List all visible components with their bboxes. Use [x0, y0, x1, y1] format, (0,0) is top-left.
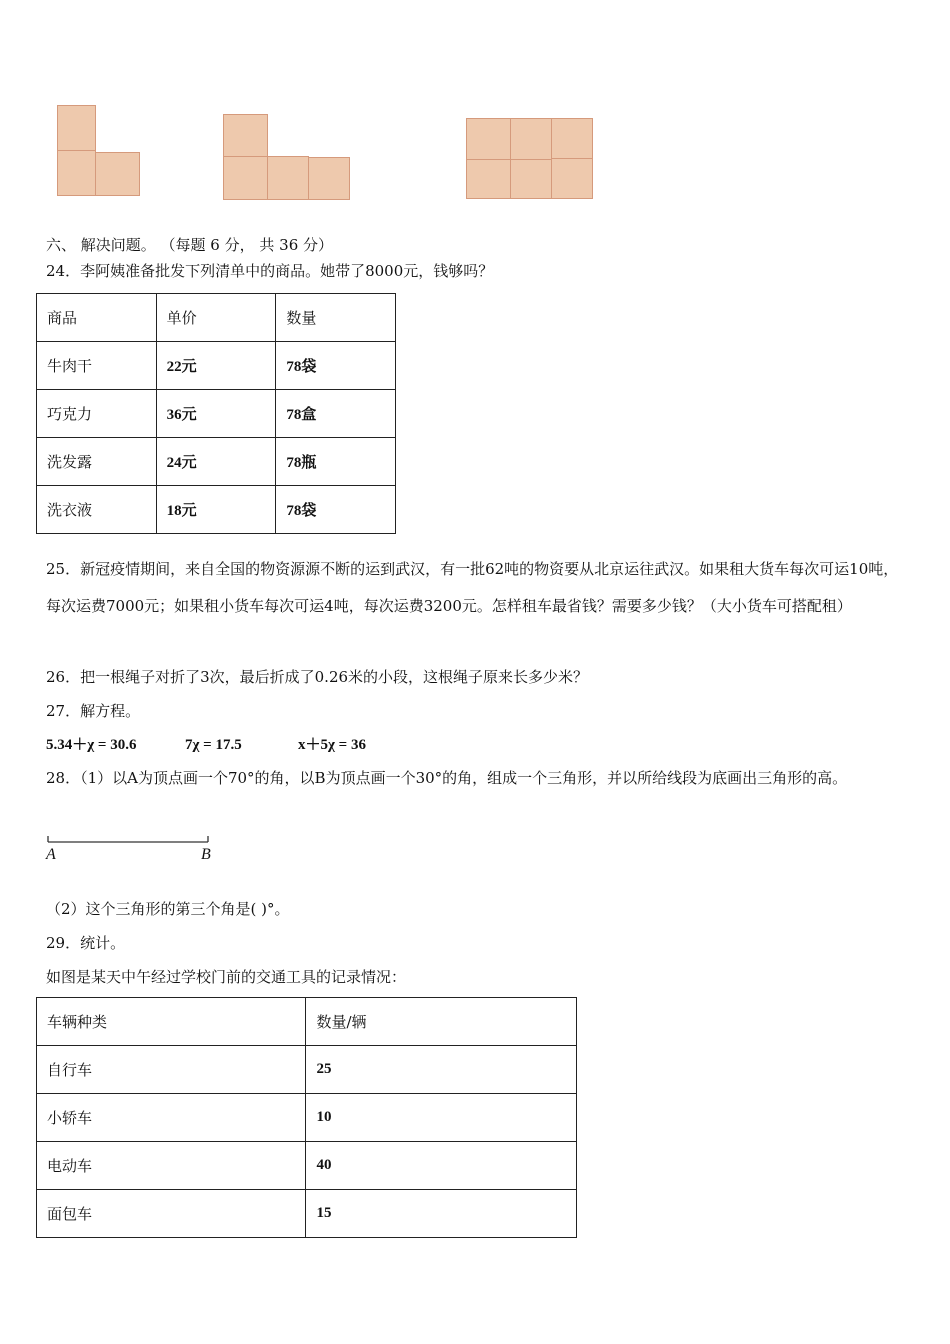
figure-3-square — [551, 118, 593, 160]
figure-2-square — [223, 114, 268, 157]
table-header-row — [37, 294, 396, 342]
equation-2: 7χ = 17.5 — [185, 737, 242, 753]
figure-2-square — [267, 156, 309, 200]
question-27-text: 27．解方程。 — [46, 702, 141, 720]
figure-1-square — [57, 105, 96, 151]
table-cell: 25 — [306, 1046, 577, 1094]
table-cell: 洗衣液 — [37, 486, 157, 534]
point-b-label: B — [201, 846, 211, 863]
question-25-text: 25．新冠疫情期间，来自全国的物资源源不断的运到武汉，有一批62吨的物资要从北京运往武汉。如果租大货车每次可运10吨，每次运费7000元；如果租小货车每次可运4吨，每次运费3200元。怎样租车最省钱？需要多少钱？（大小货车可搭配租） — [46, 560, 899, 615]
table-cell: 78袋 — [276, 486, 396, 534]
question-26-text: 26．把一根绳子对折了3次，最后折成了0.26米的小段，这根绳子原来长多少米？ — [46, 668, 589, 686]
table-cell: 电动车 — [37, 1142, 306, 1190]
table-cell: 洗发露 — [37, 438, 157, 486]
table-cell: 小轿车 — [37, 1094, 306, 1142]
table-header-cell: 单价 — [156, 294, 276, 342]
point-a-label: A — [46, 846, 56, 863]
table-cell: 22元 — [156, 342, 276, 390]
question-24-text: 24．李阿姨准备批发下列清单中的商品。她带了8000元，钱够吗？ — [46, 262, 494, 280]
table-cell: 18元 — [156, 486, 276, 534]
figure-1-square — [95, 152, 140, 196]
table-cell: 36元 — [156, 390, 276, 438]
table-header-cell: 商品 — [37, 294, 157, 342]
figure-2-square — [308, 157, 350, 200]
vehicle-table — [36, 997, 577, 1238]
table-row — [37, 1142, 577, 1190]
table-header-cell: 数量 — [276, 294, 396, 342]
table-row — [37, 1094, 577, 1142]
section-heading: 六、 解决问题。 （每题 6 分， 共 36 分） — [46, 236, 334, 254]
table-cell: 10 — [306, 1094, 577, 1142]
table-row — [37, 390, 396, 438]
table-cell: 面包车 — [37, 1190, 306, 1238]
question-29-intro: 如图是某天中午经过学校门前的交通工具的记录情况： — [46, 968, 407, 986]
question-29-text: 29．统计。 — [46, 934, 126, 952]
table-cell: 24元 — [156, 438, 276, 486]
table-cell: 巧克力 — [37, 390, 157, 438]
table-header-cell: 车辆种类 — [37, 998, 306, 1046]
table-row — [37, 438, 396, 486]
table-row — [37, 1190, 577, 1238]
table-cell: 牛肉干 — [37, 342, 157, 390]
question-28-part2: （2）这个三角形的第三个角是( )°。 — [46, 900, 290, 918]
table-row — [37, 486, 396, 534]
figure-3-square — [466, 118, 511, 160]
equation-1: 5.34＋χ = 30.6 — [46, 737, 137, 753]
figure-3-square — [510, 159, 552, 199]
goods-table — [36, 293, 396, 534]
table-cell: 40 — [306, 1142, 577, 1190]
table-cell: 78袋 — [276, 342, 396, 390]
table-header-cell: 数量/辆 — [306, 998, 577, 1046]
table-cell: 15 — [306, 1190, 577, 1238]
table-cell: 78盒 — [276, 390, 396, 438]
figure-3-square — [466, 159, 511, 199]
table-row — [37, 1046, 577, 1094]
figure-2-square — [223, 156, 268, 200]
figure-3-square — [551, 158, 593, 199]
table-cell: 78瓶 — [276, 438, 396, 486]
table-row — [37, 342, 396, 390]
equation-3: x＋5χ = 36 — [298, 737, 366, 753]
figure-1-square — [57, 150, 96, 196]
table-cell: 自行车 — [37, 1046, 306, 1094]
figure-3-square — [510, 118, 552, 160]
question-28-text: 28．（1）以A为顶点画一个70°的角，以B为顶点画一个30°的角，组成一个三角形，并以所给线段为底画出三角形的高。 — [46, 769, 848, 787]
table-header-row — [37, 998, 577, 1046]
